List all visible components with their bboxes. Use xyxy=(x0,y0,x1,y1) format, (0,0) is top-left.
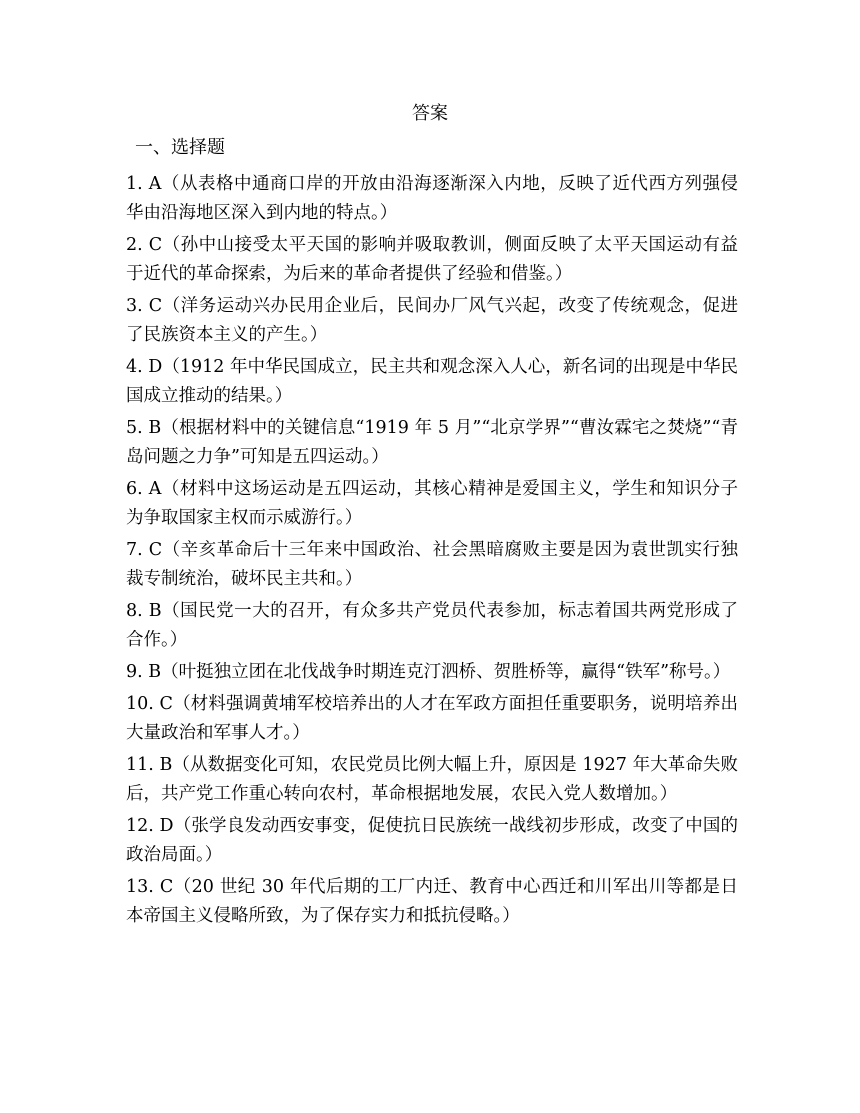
answer-item: 6. A（材料中这场运动是五四运动，其核心精神是爱国主义，学生和知识分子为争取国家主权而示威游行。） xyxy=(126,479,738,528)
answer-item: 10. C（材料强调黄埔军校培养出的人才在军政方面担任重要职务，说明培养出大量政治和军事人才。） xyxy=(126,694,738,743)
answer-item: 2. C（孙中山接受太平天国的影响并吸取教训，侧面反映了太平天国运动有益于近代的革命探索，为后来的革命者提供了经验和借鉴。） xyxy=(126,235,738,284)
section-heading: 一、选择题 xyxy=(135,137,225,158)
answer-item: 9. B（叶挺独立团在北伐战争时期连克汀泗桥、贺胜桥等，赢得“铁军”称号。） xyxy=(126,662,731,682)
answer-list xyxy=(126,170,738,934)
answer-item: 11. B（从数据变化可知，农民党员比例大幅上升，原因是 1927 年大革命失败后，共产党工作重心转向农村，革命根据地发展，农民入党人数增加。） xyxy=(126,755,738,804)
answer-item: 3. C（洋务运动兴办民用企业后，民间办厂风气兴起，改变了传统观念，促进了民族资本主义的产生。） xyxy=(126,296,738,345)
answer-item: 4. D（1912 年中华民国成立，民主共和观念深入人心，新名词的出现是中华民国成立推动的结果。） xyxy=(126,357,738,406)
answer-item: 8. B（国民党一大的召开，有众多共产党员代表参加，标志着国共两党形成了合作。） xyxy=(126,601,738,650)
answer-item: 7. C（辛亥革命后十三年来中国政治、社会黑暗腐败主要是因为袁世凯实行独裁专制统治，破坏民主共和。） xyxy=(126,540,738,589)
answer-item: 1. A（从表格中通商口岸的开放由沿海逐渐深入内地，反映了近代西方列强侵华由沿海地区深入到内地的特点。） xyxy=(126,174,738,223)
answer-item: 12. D（张学良发动西安事变，促使抗日民族统一战线初步形成，改变了中国的政治局面。） xyxy=(126,816,738,865)
document-title: 答案 xyxy=(412,103,448,124)
answer-item: 13. C（20 世纪 30 年代后期的工厂内迁、教育中心西迁和川军出川等都是日本帝国主义侵略所致，为了保存实力和抵抗侵略。） xyxy=(126,877,738,926)
answer-item: 5. B（根据材料中的关键信息“1919 年 5 月”“北京学界”“曹汝霖宅之焚烧”“青岛问题之力争”可知是五四运动。） xyxy=(126,418,738,467)
